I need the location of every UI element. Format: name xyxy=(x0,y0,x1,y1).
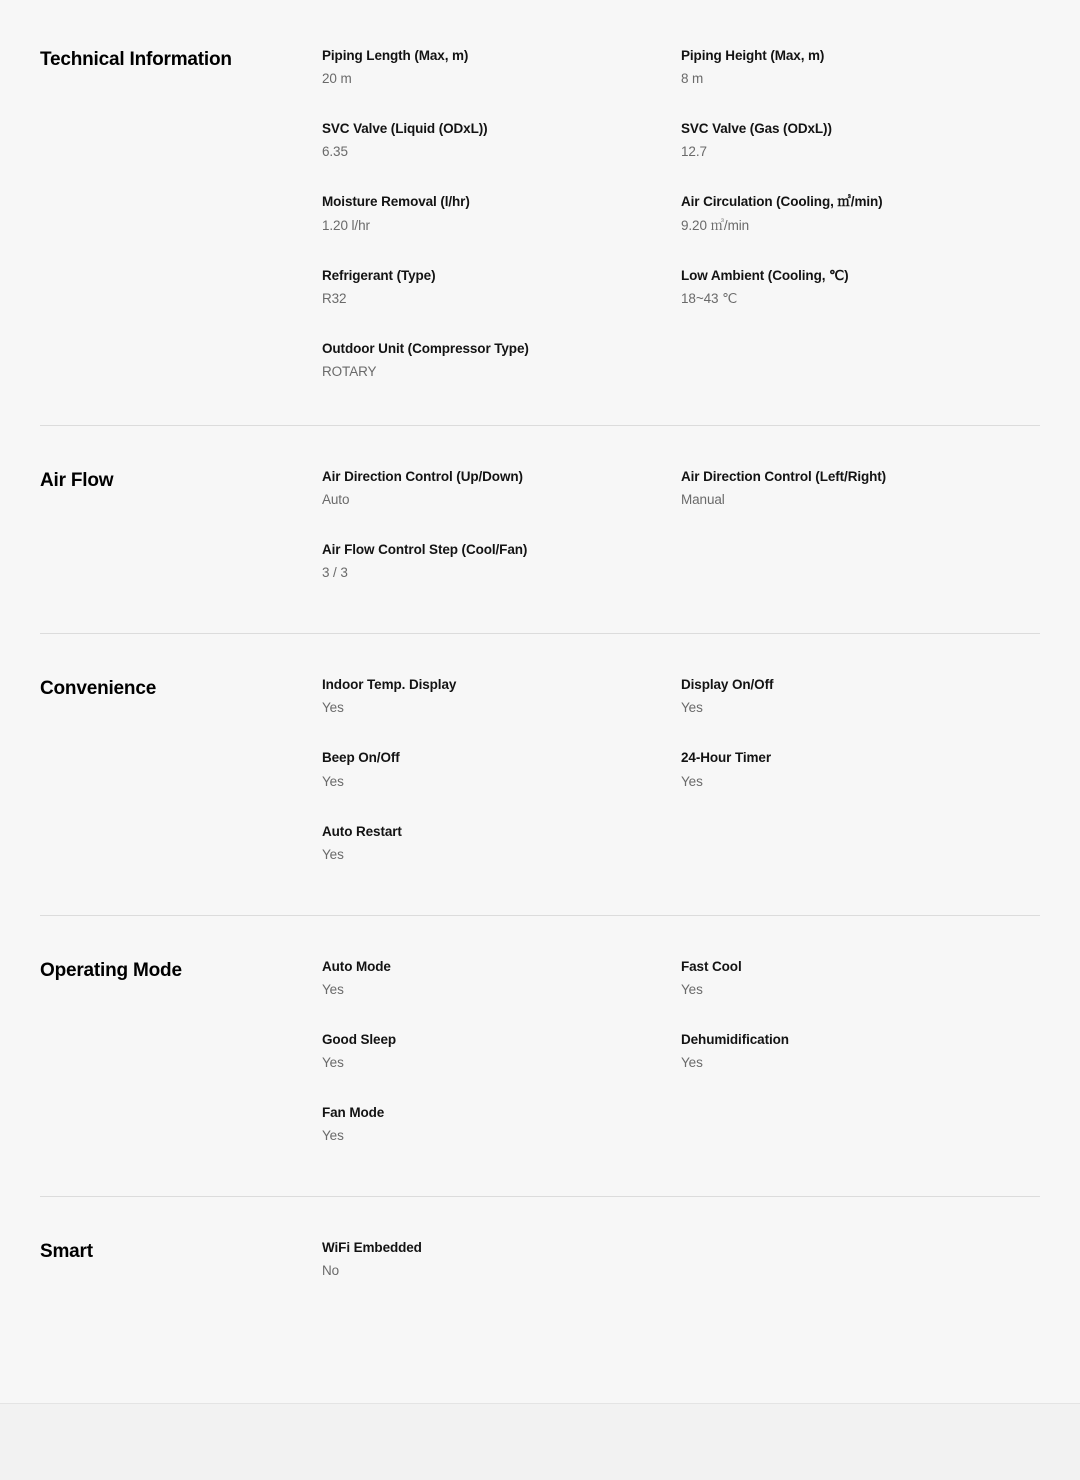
spec-value: Yes xyxy=(681,700,703,716)
spec-item xyxy=(322,540,681,584)
spec-grid xyxy=(322,46,1040,407)
spec-label: SVC Valve (Gas (ODxL)) xyxy=(681,121,832,137)
spec-item xyxy=(681,192,1040,236)
spec-label: Moisture Removal (l/hr) xyxy=(322,194,470,210)
spec-value: Yes xyxy=(322,700,344,716)
spec-value: Yes xyxy=(322,846,344,862)
spec-item xyxy=(322,467,681,511)
spec-label: Outdoor Unit (Compressor Type) xyxy=(322,340,529,356)
spec-label: Beep On/Off xyxy=(322,750,400,766)
section-operating-mode xyxy=(0,916,1080,1177)
spec-label: Air Circulation (Cooling, ㎥/min) xyxy=(681,194,883,210)
spec-label: Good Sleep xyxy=(322,1031,397,1047)
spec-item xyxy=(681,266,1040,310)
spec-item xyxy=(322,957,681,1001)
spec-item xyxy=(681,748,1040,792)
spec-item xyxy=(322,1238,681,1282)
spec-label: Refrigerant (Type) xyxy=(322,267,436,283)
spec-value: Yes xyxy=(322,1128,344,1144)
spec-label: Low Ambient (Cooling, ℃) xyxy=(681,267,849,283)
section-title: Convenience xyxy=(40,678,157,700)
spec-label: Auto Restart xyxy=(322,823,402,839)
spec-value: 18~43 ℃ xyxy=(681,290,738,306)
spec-value: 8 m xyxy=(681,71,704,87)
spec-item xyxy=(681,46,1040,90)
spec-item xyxy=(322,46,681,90)
section-smart xyxy=(0,1197,1080,1311)
spec-label: Auto Mode xyxy=(322,958,391,974)
spec-item xyxy=(322,119,681,163)
spec-value: R32 xyxy=(322,290,347,306)
spec-item xyxy=(322,192,681,236)
spec-item xyxy=(681,957,1040,1001)
spec-label: Air Direction Control (Left/Right) xyxy=(681,468,887,484)
spec-grid xyxy=(322,675,1040,895)
spec-grid xyxy=(322,1238,1040,1311)
footer-strip xyxy=(0,1403,1080,1480)
spec-value: ROTARY xyxy=(322,363,377,379)
section-title: Operating Mode xyxy=(40,959,182,981)
spec-value: Yes xyxy=(681,1055,703,1071)
spec-item xyxy=(681,675,1040,719)
spec-value: 1.20 l/hr xyxy=(322,217,370,233)
spec-value: Yes xyxy=(322,981,344,997)
spec-grid xyxy=(322,467,1040,613)
spec-value: 6.35 xyxy=(322,144,348,160)
spec-value: 9.20 ㎥/min xyxy=(681,217,750,233)
spec-item xyxy=(322,748,681,792)
spec-label: Fan Mode xyxy=(322,1105,385,1121)
section-title: Air Flow xyxy=(40,469,114,491)
spec-value: Yes xyxy=(681,981,703,997)
spec-label: WiFi Embedded xyxy=(322,1240,422,1256)
spec-item xyxy=(322,266,681,310)
spec-item xyxy=(681,1030,1040,1074)
section-title: Smart xyxy=(40,1241,93,1263)
spec-label: Dehumidification xyxy=(681,1031,789,1047)
spec-label: Air Direction Control (Up/Down) xyxy=(322,468,523,484)
spec-item xyxy=(322,1103,681,1147)
spec-value: 3 / 3 xyxy=(322,565,348,581)
spec-value: Yes xyxy=(322,1055,344,1071)
spec-item xyxy=(322,675,681,719)
spec-label: Piping Height (Max, m) xyxy=(681,48,825,63)
spec-item xyxy=(681,119,1040,163)
spec-label: SVC Valve (Liquid (ODxL)) xyxy=(322,121,488,137)
spec-item xyxy=(322,822,681,866)
spec-item xyxy=(681,467,1040,511)
spec-value: Yes xyxy=(322,773,344,789)
spec-label: Display On/Off xyxy=(681,677,774,693)
section-technical-information xyxy=(0,0,1080,407)
section-title: Technical Information xyxy=(40,49,232,70)
spec-value: Yes xyxy=(681,773,703,789)
spec-value: 20 m xyxy=(322,71,352,87)
spec-item xyxy=(322,339,681,383)
spec-label: Fast Cool xyxy=(681,958,742,974)
spec-label: 24-Hour Timer xyxy=(681,750,771,766)
spec-value: Auto xyxy=(322,492,350,508)
section-air-flow xyxy=(0,426,1080,613)
spec-item xyxy=(322,1030,681,1074)
spec-label: Piping Length (Max, m) xyxy=(322,48,469,63)
spec-value: 12.7 xyxy=(681,144,707,160)
spec-label: Indoor Temp. Display xyxy=(322,677,457,693)
spec-label: Air Flow Control Step (Cool/Fan) xyxy=(322,542,528,558)
spec-grid xyxy=(322,957,1040,1177)
spec-value: No xyxy=(322,1263,340,1279)
spec-value: Manual xyxy=(681,492,725,508)
section-convenience xyxy=(0,634,1080,895)
